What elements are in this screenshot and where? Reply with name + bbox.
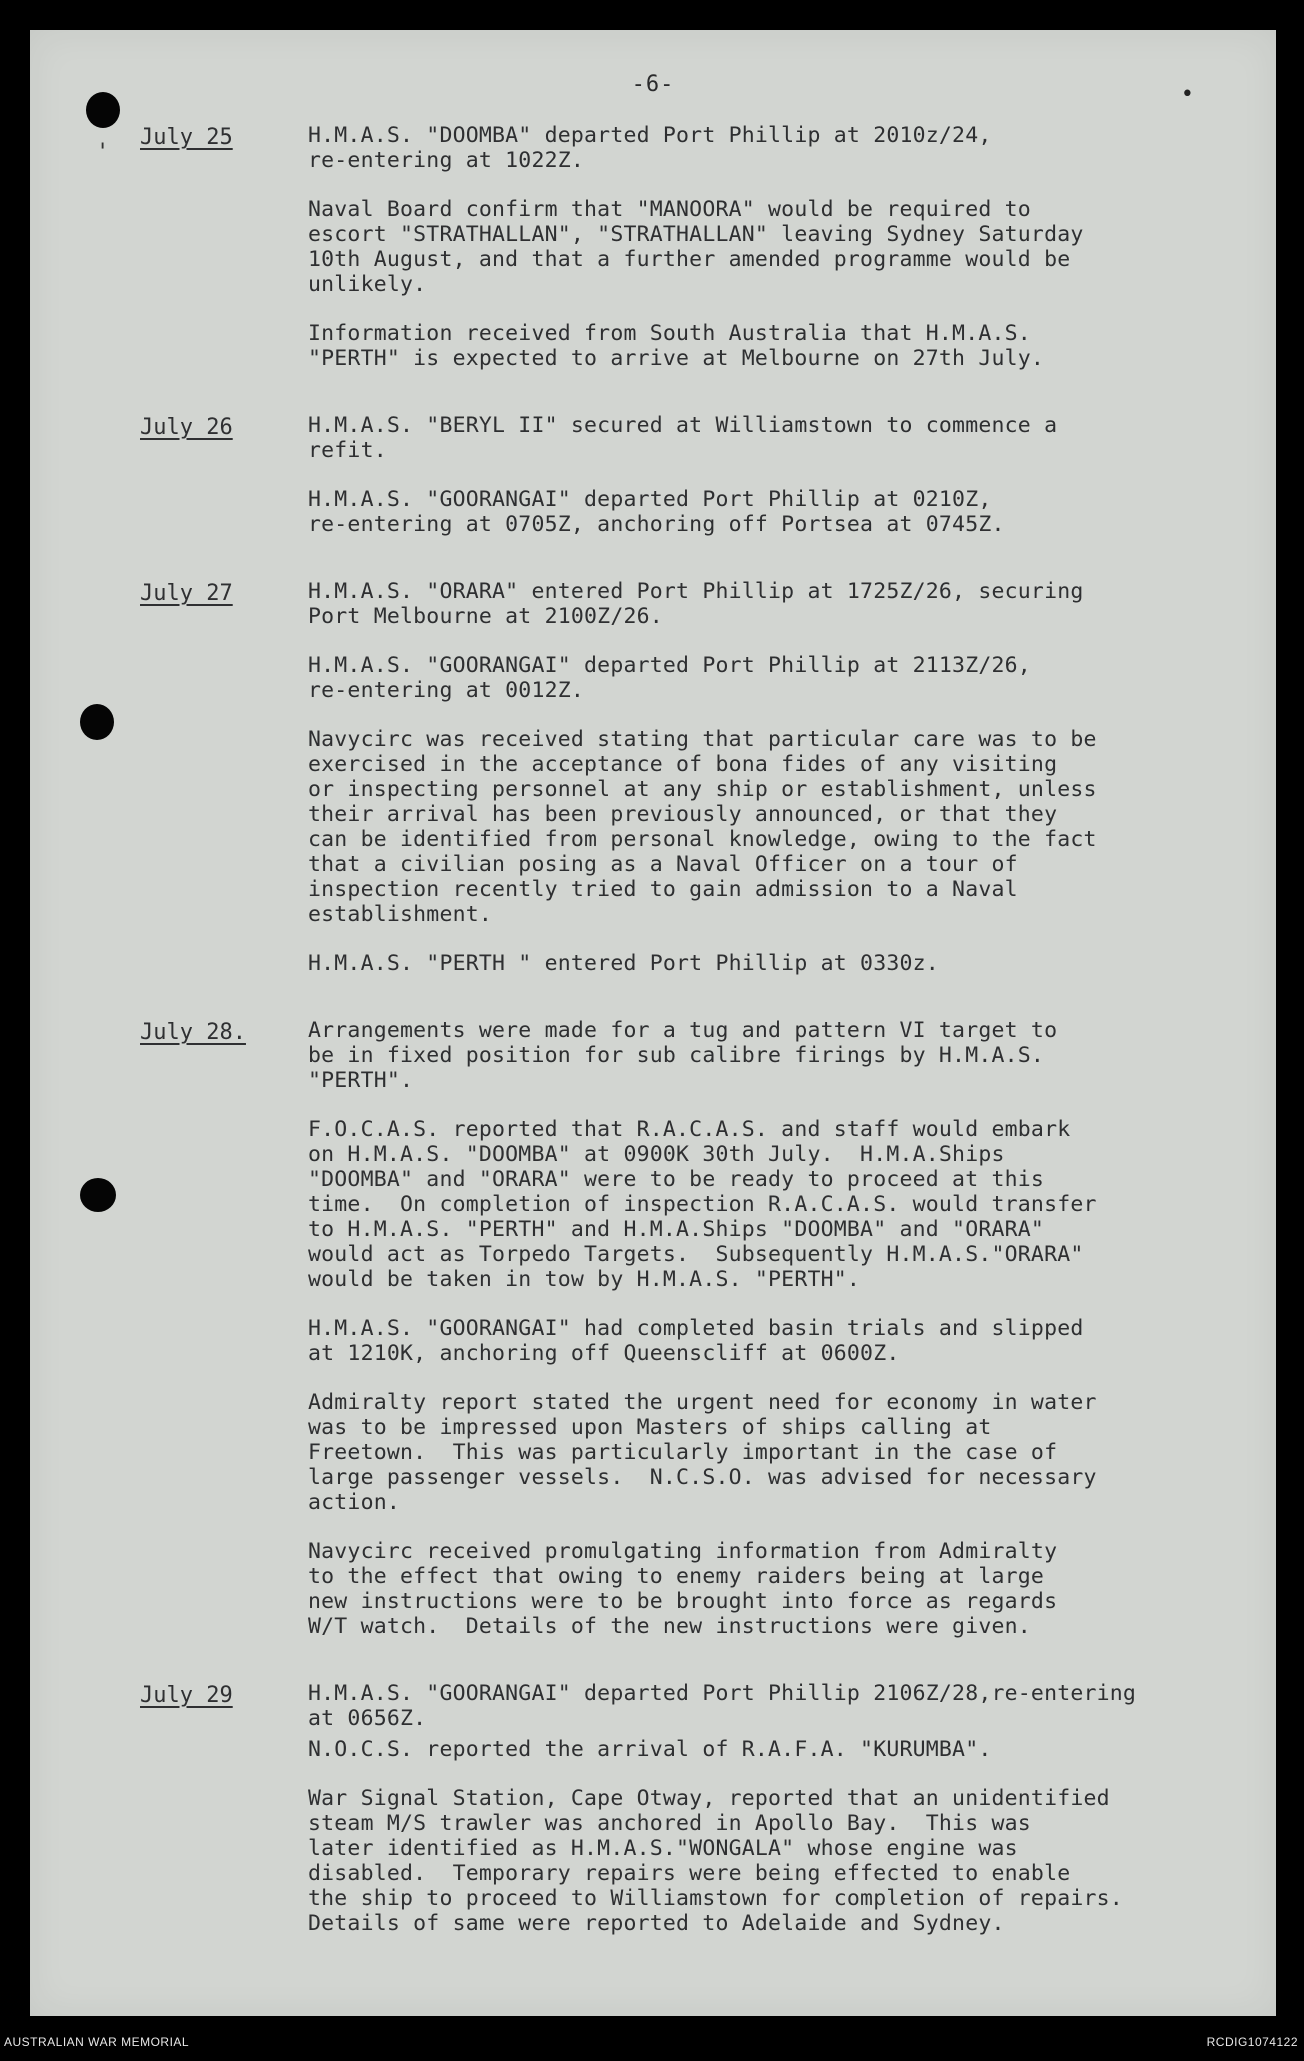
log-entries	[140, 123, 1280, 1978]
entry-paragraph: H.M.A.S. "GOORANGAI" departed Port Phillip 2106Z/28,re-entering at 0656Z.	[308, 1681, 1137, 1731]
margin-tick-mark: '	[96, 140, 110, 165]
log-entry-july-25	[140, 123, 1280, 371]
entry-paragraph: Information received from South Australia that H.M.A.S. "PERTH" is expected to arrive at Melbourne on 27th July.	[308, 321, 1045, 371]
entry-date: July 26	[140, 415, 233, 440]
entry-paragraph: H.M.A.S. "GOORANGAI" departed Port Phillip at 2113Z/26, re-entering at 0012Z.	[308, 653, 1031, 703]
punch-hole-lower	[80, 1178, 116, 1212]
corner-mark: •	[1180, 82, 1194, 107]
entry-paragraph: H.M.A.S. "ORARA" entered Port Phillip at 1725Z/26, securing Port Melbourne at 2100Z/26.	[308, 579, 1084, 629]
entry-paragraph: H.M.A.S. "PERTH " entered Port Phillip at 0330z.	[308, 951, 939, 976]
entry-body	[308, 1681, 1280, 1936]
entry-paragraph: N.O.C.S. reported the arrival of R.A.F.A. "KURUMBA".	[308, 1737, 992, 1762]
entry-paragraph: Naval Board confirm that "MANOORA" would be required to escort "STRATHALLAN", "STRATHALLAN" leaving Sydney Saturday 10th August, and that a further amended programme would be unlikely.	[308, 197, 1084, 297]
log-entry-july-28	[140, 1018, 1280, 1639]
entry-body	[308, 413, 1280, 537]
entry-paragraph: Arrangements were made for a tug and pattern VI target to be in fixed position for sub calibre firings by H.M.A.S. "PERTH".	[308, 1018, 1058, 1093]
entry-paragraph: Navycirc was received stating that particular care was to be exercised in the acceptance of bona fides of any visiting or inspecting personnel at any ship or establishment, unless their arrival has been previously announced, or that they can be identified from personal knowledge, owing to the fact that a civilian posing as a Naval Officer on a tour of inspection recently tried to gain admission to a Naval establishment.	[308, 727, 1097, 927]
log-entry-july-27	[140, 579, 1280, 976]
entry-date: July 29	[140, 1683, 233, 1708]
archive-id: RCDIG1074122	[1206, 2035, 1298, 2049]
page-number: -6-	[631, 72, 675, 97]
entry-paragraph: H.M.A.S. "DOOMBA" departed Port Phillip at 2010z/24, re-entering at 1022Z.	[308, 123, 992, 173]
entry-body	[308, 123, 1280, 371]
entry-paragraph: H.M.A.S. "BERYL II" secured at Williamstown to commence a refit.	[308, 413, 1058, 463]
punch-hole-top	[86, 92, 120, 128]
entry-date: July 27	[140, 581, 233, 606]
entry-body	[308, 579, 1280, 976]
entry-paragraph: Navycirc received promulgating information from Admiralty to the effect that owing to enemy raiders being at large new instructions were to be brought into force as regards W/T watch. Details of the new instructions were given.	[308, 1539, 1058, 1639]
log-entry-july-29	[140, 1681, 1280, 1936]
entry-paragraph: War Signal Station, Cape Otway, reported that an unidentified steam M/S trawler was anchored in Apollo Bay. This was later identified as H.M.A.S."WONGALA" whose engine was disabled. Temporary repairs were being effected to enable the ship to proceed to Williamstown for completion of repairs. Details of same were reported to Adelaide and Sydney.	[308, 1786, 1123, 1936]
entry-body	[308, 1018, 1280, 1639]
document-page	[30, 30, 1276, 2016]
entry-paragraph: Admiralty report stated the urgent need for economy in water was to be impressed upon Masters of ships calling at Freetown. This was particularly important in the case of large passenger vessels. N.C.S.O. was advised for necessary action.	[308, 1390, 1097, 1515]
entry-paragraph: H.M.A.S. "GOORANGAI" departed Port Phillip at 0210Z, re-entering at 0705Z, anchoring off Portsea at 0745Z.	[308, 487, 1005, 537]
entry-paragraph: F.O.C.A.S. reported that R.A.C.A.S. and staff would embark on H.M.A.S. "DOOMBA" at 0900K 30th July. H.M.A.Ships "DOOMBA" and "ORARA" were to be ready to proceed at this time. On completion of inspection R.A.C.A.S. would transfer to H.M.A.S. "PERTH" and H.M.A.Ships "DOOMBA" and "ORARA" would act as Torpedo Targets. Subsequently H.M.A.S."ORARA" would be taken in tow by H.M.A.S. "PERTH".	[308, 1117, 1097, 1292]
archive-credit: AUSTRALIAN WAR MEMORIAL	[4, 2035, 190, 2049]
entry-date: July 25	[140, 125, 233, 150]
log-entry-july-26	[140, 413, 1280, 537]
entry-date: July 28.	[140, 1020, 246, 1045]
punch-hole-middle	[80, 704, 114, 740]
entry-paragraph: H.M.A.S. "GOORANGAI" had completed basin trials and slipped at 1210K, anchoring off Queenscliff at 0600Z.	[308, 1316, 1084, 1366]
